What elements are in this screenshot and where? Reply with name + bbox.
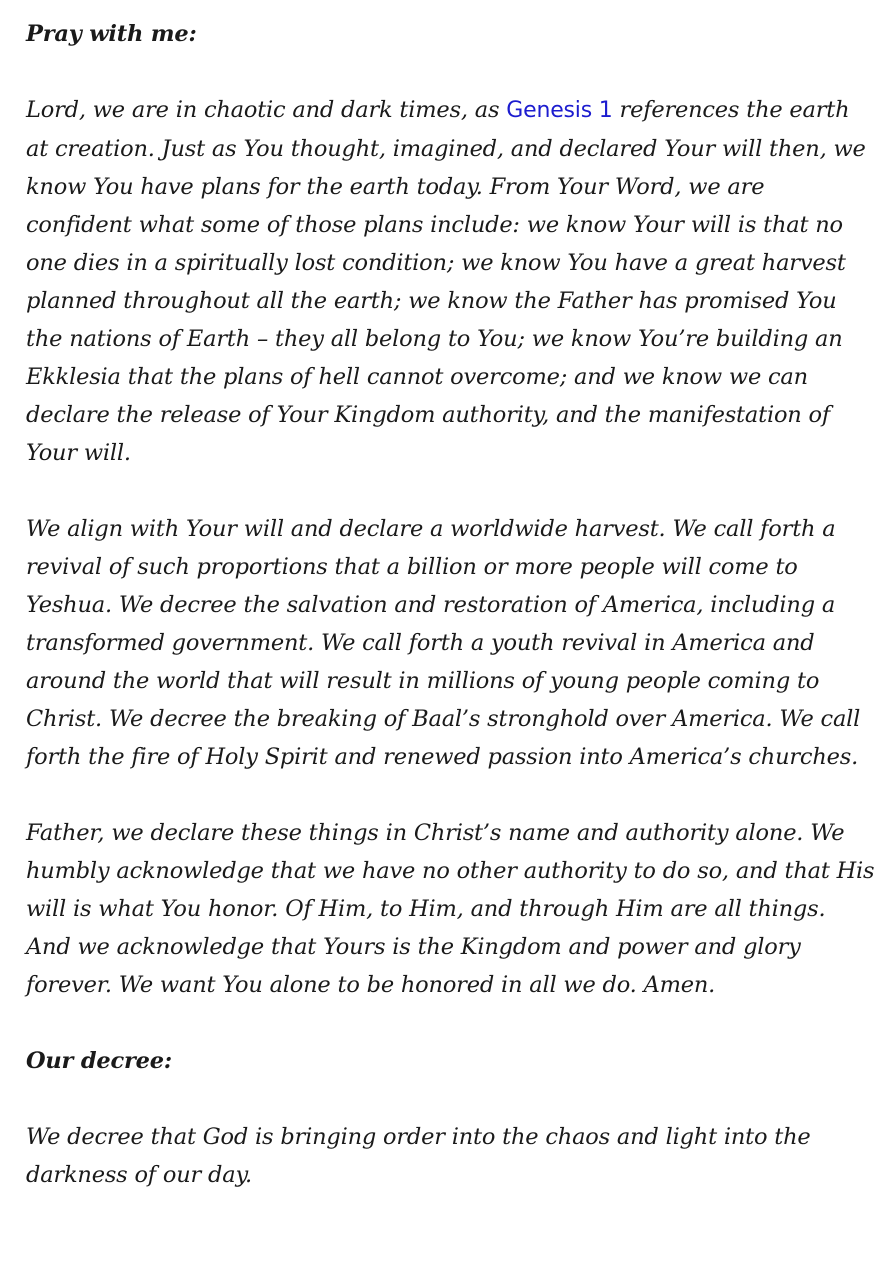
article-body (26, 15, 876, 1232)
prayer-paragraph-1-end: references the earth at creation. Just as You thought, imagined, and declared Your will then, we know You have plans for the earth today. From Your Word, we are confident what some of those plans include: we know Your will is that no one dies in a spiritually lost condition; we know You have a great harvest planned throughout all the earth; we know the Father has promised You the nations of Earth – they all belong to You; we know You’re building an Ekklesia that the plans of hell cannot overcome; and we know we can declare the release of Your Kingdom authority, and the manifestation of Your will. (26, 97, 866, 466)
prayer-paragraph-1-start: Lord, we are in chaotic and dark times, as (26, 97, 507, 123)
prayer-paragraph-1 (26, 91, 876, 472)
heading-pray-with-me: Pray with me: (26, 21, 197, 47)
decree-paragraph: We decree that God is bringing order into the chaos and light into the darkness of our day. (26, 1124, 811, 1188)
prayer-paragraph-3: Father, we declare these things in Christ’s name and authority alone. We humbly acknowledge that we have no other authority to do so, and that His will is what You honor. Of Him, to Him, and through Him are all things. And we acknowledge that Yours is the Kingdom and power and glory forever. We want You alone to be honored in all we do. Amen. (26, 820, 875, 998)
heading-our-decree: Our decree: (26, 1048, 172, 1074)
genesis-1-link[interactable]: Genesis 1 (506, 98, 613, 123)
prayer-paragraph-2: We align with Your will and declare a worldwide harvest. We call forth a revival of such proportions that a billion or more people will come to Yeshua. We decree the salvation and restoration of America, including a transformed government. We call forth a youth revival in America and around the world that will result in millions of young people coming to Christ. We decree the breaking of Baal’s stronghold over America. We call forth the fire of Holy Spirit and renewed passion into America’s churches. (26, 516, 861, 770)
